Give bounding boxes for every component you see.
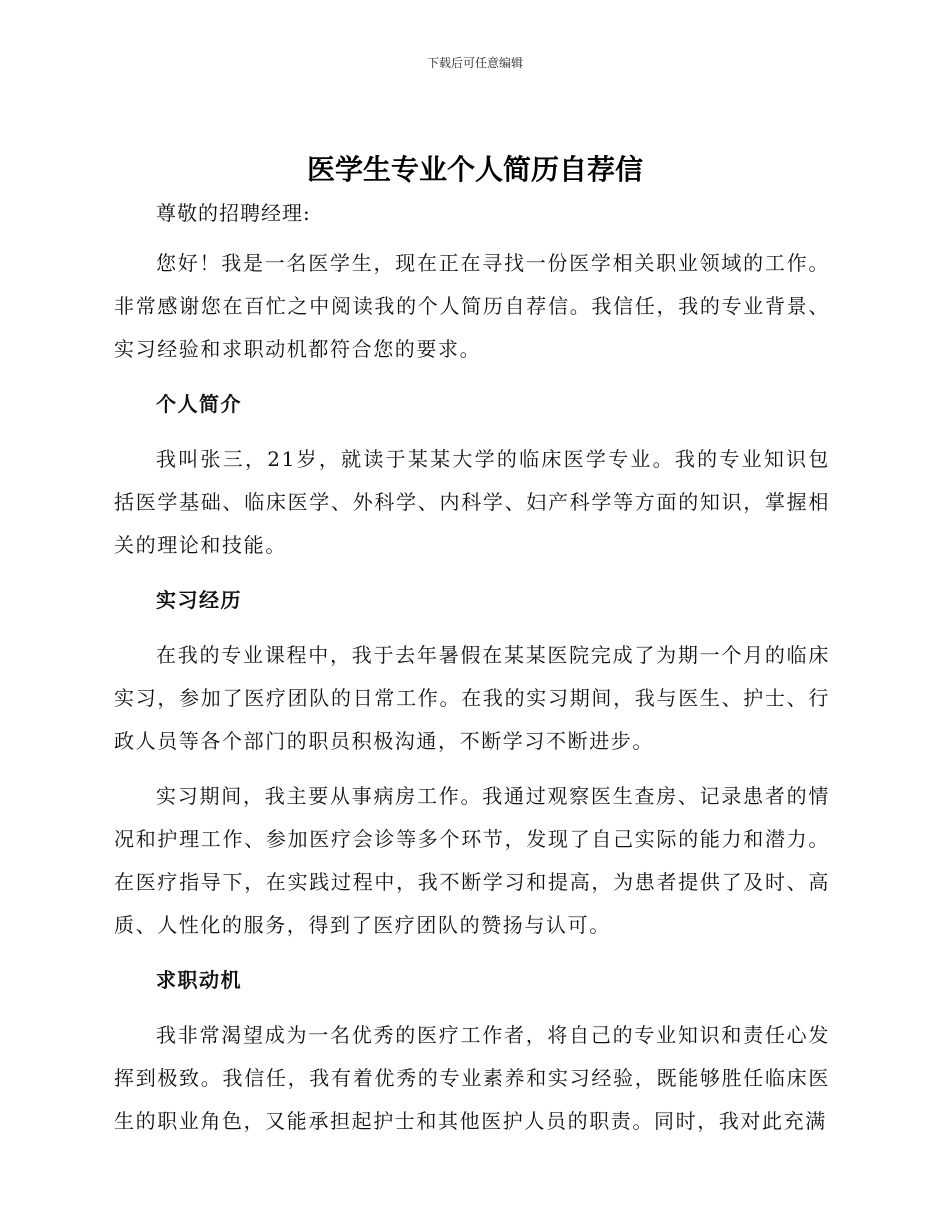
profile-paragraph: 我叫张三，21岁，就读于某某大学的临床医学专业。我的专业知识包括医学基础、临床医学、外科学、内科学、妇产科学等方面的知识，掌握相关的理论和技能。 xyxy=(114,447,830,557)
section-heading-motivation: 求职动机 xyxy=(156,968,242,992)
internship-paragraph-2: 实习期间，我主要从事病房工作。我通过观察医生查房、记录患者的情况和护理工作、参加医疗会诊等多个环节，发现了自己实际的能力和潜力。在医疗指导下，在实践过程中，我不断学习和提高，为患者提供了及时、高质、人性化的服务，得到了医疗团队的赞扬与认可。 xyxy=(114,784,830,937)
document-title: 医学生专业个人简历自荐信 xyxy=(306,153,643,186)
section-heading-profile: 个人简介 xyxy=(156,392,242,416)
document-body xyxy=(114,196,830,1143)
header-note: 下载后可任意编辑 xyxy=(426,56,523,70)
intro-paragraph: 您好！我是一名医学生，现在正在寻找一份医学相关职业领域的工作。非常感谢您在百忙之中阅读我的个人简历自荐信。我信任，我的专业背景、实习经验和求职动机都符合您的要求。 xyxy=(114,251,830,361)
internship-paragraph-1: 在我的专业课程中，我于去年暑假在某某医院完成了为期一个月的临床实习，参加了医疗团队的日常工作。在我的实习期间，我与医生、护士、行政人员等各个部门的职员积极沟通，不断学习不断进步。 xyxy=(114,643,830,753)
motivation-paragraph: 我非常渴望成为一名优秀的医疗工作者，将自己的专业知识和责任心发挥到极致。我信任，我有着优秀的专业素养和实习经验，既能够胜任临床医生的职业角色，又能承担起护士和其他医护人员的职责。同时，我对此充满 xyxy=(114,1023,830,1133)
salutation: 尊敬的招聘经理: xyxy=(156,201,311,225)
section-heading-internship: 实习经历 xyxy=(156,588,242,612)
